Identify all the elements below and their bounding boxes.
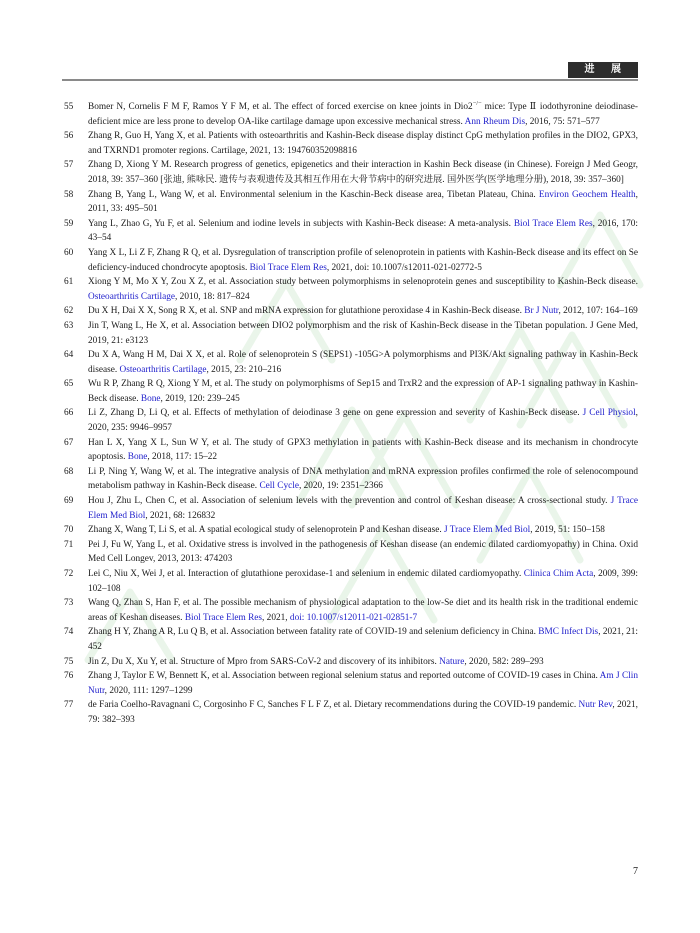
reference-item — [64, 275, 638, 304]
reference-item — [64, 698, 638, 727]
reference-number: 55 — [64, 102, 74, 112]
page-number: 7 — [633, 866, 638, 877]
reference-text-segment: Xiong Y M, Mo X Y, Zou X Z, et al. Association study between polymorphisms in selenoprotein genes and susceptibility to Kashin-Beck disease. — [88, 277, 638, 288]
reference-text-segment: Pei J, Fu W, Yang L, et al. Oxidative stress is involved in the pathogenesis of Keshan disease (an endemic dilated cardiomyopathy) in China. Oxid Med Cell Longev, 2013, 2013: 474203 — [88, 539, 638, 565]
reference-text-segment: Zhang R, Guo H, Yang X, et al. Patients with osteoarthritis and Kashin-Beck disease display distinct CpG methylation profiles in the DIO2, GPX3, and TXRND1 promoter regions. Cartilage, 2021, 13: 194760352098816 — [88, 131, 638, 156]
reference-text-segment: , 2012, 107: 164–169 — [558, 306, 638, 317]
reference-text-segment: , 2016, 170: 43–54 — [88, 218, 639, 244]
reference-text — [88, 100, 638, 129]
reference-text-segment: , 2021, doi: 10.1007/s12011-021-02772-5 — [326, 262, 482, 273]
journal-link[interactable]: J Trace Elem Med Biol — [444, 525, 531, 536]
journal-link[interactable]: BMC Infect Dis — [538, 627, 599, 638]
journal-link[interactable]: Nature — [439, 656, 465, 667]
reference-item — [64, 465, 638, 494]
reference-text-segment: , 2020, 111: 1297–1299 — [104, 685, 193, 696]
reference-number: 76 — [64, 671, 74, 682]
reference-item — [64, 567, 638, 596]
reference-number: 70 — [64, 525, 74, 536]
reference-text-segment: , 2021, 79: 382–393 — [88, 700, 638, 725]
reference-item — [64, 304, 638, 319]
reference-text — [88, 436, 638, 465]
journal-link[interactable]: J Trace Elem Med Biol — [88, 496, 638, 521]
reference-text — [88, 625, 638, 654]
reference-text-segment: Zhang D, Xiong Y M. Research progress of genetics, epigenetics and their interaction in Kashin Beck disease (in Chinese). Foreign J Med Geogr, 2018, 39: 357–360 [张迪, 熊咏民. 遗传与表观遗传及其相互作用在大骨节病中的研究进展. 国外医学(医学地理分册), 2018, 39: 357–360] — [88, 160, 638, 185]
journal-link[interactable]: Am J Clin Nutr — [88, 671, 638, 696]
reference-text — [88, 158, 638, 187]
journal-link[interactable]: Biol Trace Elem Res — [184, 612, 263, 623]
reference-text-segment: Jin T, Wang L, He X, et al. Association between DIO2 polymorphism and the risk of Kashin-Beck disease in the Tibetan population. J Gene Med, 2019, 21: e3123 — [88, 320, 638, 346]
reference-text — [88, 319, 638, 348]
reference-item — [64, 625, 638, 654]
reference-text-segment: Wu R P, Zhang R Q, Xiong Y M, et al. The study on polymorphisms of Sep15 and TrxR2 and the expression of AP-1 signaling pathway in Kashin-Beck disease. — [88, 379, 638, 404]
reference-text-segment: Zhang H Y, Zhang A R, Lu Q B, et al. Association between fatality rate of COVID-19 and selenium deficiency in China. — [88, 627, 539, 638]
reference-item — [64, 129, 638, 158]
reference-item — [64, 538, 638, 567]
reference-text-segment: Lei C, Niu X, Wei J, et al. Interaction of glutathione peroxidase-1 and selenium in endemic dilated cardiomyopathy. — [88, 569, 524, 579]
reference-number: 61 — [64, 277, 74, 288]
journal-link[interactable]: Br J Nutr — [524, 306, 559, 317]
reference-text — [88, 538, 638, 567]
reference-text — [88, 494, 638, 523]
reference-text-segment: Zhang J, Taylor E W, Bennett K, et al. Association between regional selenium status and reported outcome of COVID-19 cases in China. — [88, 671, 600, 682]
journal-link[interactable]: Bone — [127, 452, 148, 463]
journal-link[interactable]: Ann Rheum Dis — [464, 116, 526, 127]
reference-text — [88, 406, 638, 435]
reference-text-segment: Du X H, Dai X X, Song R X, et al. SNP and mRNA expression for glutathione peroxidase 4 in Kashin-Beck disease. — [88, 306, 525, 317]
reference-text — [88, 698, 638, 727]
reference-item — [64, 100, 638, 129]
reference-text-segment: , 2021, — [262, 612, 290, 623]
reference-text-segment: , 2020, 235: 9946–9957 — [88, 408, 638, 434]
reference-text-segment: , 2011, 33: 495–501 — [88, 189, 638, 215]
journal-link[interactable]: Cell Cycle — [259, 481, 299, 492]
reference-text — [88, 217, 638, 246]
reference-text-segment: Zhang B, Yang L, Wang W, et al. Environmental selenium in the Kaschin-Beck disease area, Tibetan Plateau, China. — [88, 189, 539, 200]
reference-text — [88, 523, 638, 538]
reference-number: 74 — [64, 627, 74, 638]
journal-link[interactable]: Clinica Chim Acta — [523, 569, 594, 579]
reference-text-segment: , 2010, 18: 817–824 — [175, 291, 250, 302]
reference-item — [64, 669, 638, 698]
journal-link[interactable]: doi: 10.1007/s12011-021-02851-7 — [289, 612, 418, 623]
reference-number: 56 — [64, 131, 74, 142]
reference-item — [64, 246, 638, 275]
reference-text-segment: mice: Type Ⅱ iodothyronine deiodinase-deficient mice are less prone to develop OA-like cartilage damage upon excessive mechanical stress. — [88, 102, 638, 127]
reference-number: 66 — [64, 408, 74, 419]
reference-number: 59 — [64, 218, 74, 229]
reference-item — [64, 348, 638, 377]
reference-text-segment: , 2009, 399: 102–108 — [88, 569, 639, 594]
journal-link[interactable]: Biol Trace Elem Res — [249, 262, 327, 273]
reference-number: 65 — [64, 379, 74, 390]
reference-text — [88, 465, 638, 494]
reference-number: 69 — [64, 496, 74, 507]
reference-text — [88, 246, 638, 275]
reference-text-segment: Zhang X, Wang T, Li S, et al. A spatial ecological study of selenoprotein P and Keshan disease. — [88, 525, 444, 536]
reference-text-segment: Yang L, Zhao G, Yu F, et al. Selenium and iodine levels in subjects with Kashin-Beck disease: A meta-analysis. — [88, 218, 514, 229]
reference-text-segment: , 2020, 19: 2351–2366 — [298, 481, 383, 492]
journal-link[interactable]: Environ Geochem Health — [538, 189, 636, 200]
reference-text-segment: Du X A, Wang H M, Dai X X, et al. Role of selenoprotein S (SEPS1) -105G>A polymorphisms and PI3K/Akt signaling pathway in Kashin-Beck disease. — [88, 350, 638, 375]
reference-number: 73 — [64, 598, 74, 609]
journal-link[interactable]: Nutr Rev — [578, 700, 613, 711]
reference-text — [88, 348, 638, 377]
reference-text — [88, 567, 638, 596]
reference-number: 67 — [64, 437, 74, 448]
reference-number: 60 — [64, 247, 74, 258]
reference-text-segment: Yang X L, Li Z F, Zhang R Q, et al. Dysregulation of transcription profile of selenoprotein in patients with Kashin-Beck disease and its effect on Se deficiency-induced chondrocyte apoptosis. — [88, 247, 638, 273]
reference-text-segment: Li P, Ning Y, Wang W, et al. The integrative analysis of DNA methylation and mRNA expression profiles confirmed the role of selenocompound metabolism pathway in Kashin-Beck disease. — [88, 466, 638, 492]
header-divider — [62, 79, 638, 81]
journal-link[interactable]: Bone — [140, 393, 161, 404]
reference-text — [88, 669, 638, 698]
reference-text — [88, 304, 638, 319]
journal-link[interactable]: Osteoarthritis Cartilage — [119, 364, 207, 375]
reference-text-segment: , 2020, 582: 289–293 — [464, 656, 544, 667]
reference-text — [88, 596, 638, 625]
reference-text-segment: Jin Z, Du X, Xu Y, et al. Structure of Mpro from SARS-CoV-2 and discovery of its inhibitors. — [88, 656, 440, 667]
reference-text-segment: , 2021, 21: 452 — [88, 627, 638, 652]
reference-text-segment: de Faria Coelho-Ravagnani C, Corgosinho F C, Sanches F L F Z, et al. Dietary recommendations during the COVID-19 pandemic. — [88, 700, 579, 711]
section-badge: 进 展 — [568, 62, 639, 78]
reference-item — [64, 523, 638, 538]
reference-item — [64, 655, 638, 670]
reference-text-segment: , 2019, 120: 239–245 — [160, 393, 240, 404]
reference-number: 58 — [64, 189, 74, 200]
reference-text-segment: , 2018, 117: 15–22 — [147, 452, 218, 463]
reference-text — [88, 377, 638, 406]
reference-text — [88, 129, 638, 158]
reference-item — [64, 494, 638, 523]
reference-item — [64, 377, 638, 406]
reference-text-segment: , 2021, 68: 126832 — [145, 510, 216, 521]
journal-link[interactable]: J Cell Physiol — [582, 408, 636, 419]
reference-number: 72 — [64, 569, 74, 579]
reference-number: 57 — [64, 160, 74, 171]
reference-number: 63 — [64, 320, 74, 331]
reference-text-segment: Wang Q, Zhan S, Han F, et al. The possible mechanism of physiological adaptation to the low-Se diet and its health risk in the traditional endemic areas of Keshan diseases. — [88, 598, 638, 623]
reference-number: 68 — [64, 466, 74, 477]
reference-number: 75 — [64, 656, 74, 667]
reference-text-segment: Bomer N, Cornelis F M F, Ramos Y F M, et al. The effect of forced exercise on knee joints in Dio2 — [88, 102, 473, 112]
reference-number: 64 — [64, 350, 74, 361]
reference-item — [64, 217, 638, 246]
reference-item — [64, 436, 638, 465]
journal-link[interactable]: Osteoarthritis Cartilage — [88, 291, 176, 302]
reference-item — [64, 188, 638, 217]
references-list — [64, 100, 638, 728]
reference-text — [88, 188, 638, 217]
reference-text-segment: , 2019, 51: 150–158 — [530, 525, 605, 536]
reference-item — [64, 158, 638, 187]
superscript-text: −/− — [472, 99, 482, 107]
reference-number: 77 — [64, 700, 74, 711]
reference-number: 71 — [64, 539, 74, 550]
reference-item — [64, 319, 638, 348]
reference-text-segment: Li Z, Zhang D, Li Q, et al. Effects of methylation of deiodinase 3 gene on gene expression and severity of Kashin-Beck disease. — [88, 408, 583, 419]
journal-link[interactable]: Biol Trace Elem Res — [513, 218, 593, 229]
reference-item — [64, 406, 638, 435]
reference-text-segment: Hou J, Zhu L, Chen C, et al. Association of selenium levels with the prevention and control of Keshan disease: A cross-sectional study. — [88, 496, 611, 507]
reference-text-segment: Han L X, Yang X L, Sun W Y, et al. The study of GPX3 methylation in patients with Kashin-Beck disease and its mechanism in chondrocyte apoptosis. — [88, 437, 638, 463]
reference-item — [64, 596, 638, 625]
reference-text-segment: , 2016, 75: 571–577 — [525, 116, 600, 127]
reference-text — [88, 275, 638, 304]
reference-text-segment: , 2015, 23: 210–216 — [206, 364, 282, 375]
reference-text — [88, 655, 638, 670]
reference-number: 62 — [64, 306, 74, 317]
